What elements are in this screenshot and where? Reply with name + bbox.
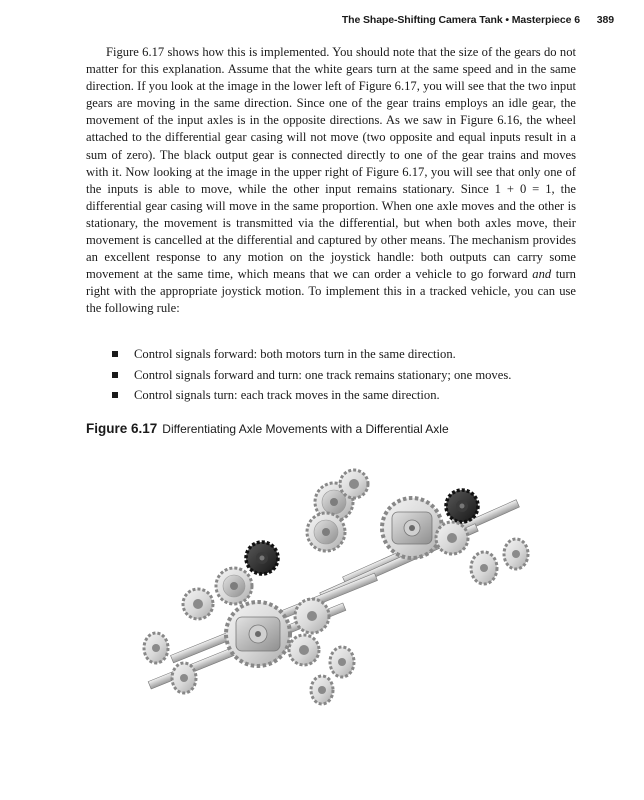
lower-left-assembly xyxy=(144,542,377,704)
idle-gear xyxy=(340,470,368,498)
running-head xyxy=(300,14,614,26)
figure-caption xyxy=(86,421,606,436)
upper-right-assembly xyxy=(307,470,528,600)
input-gear xyxy=(183,589,213,619)
differential-casing xyxy=(226,602,290,666)
input-gear xyxy=(307,513,345,551)
paragraph-end: turn right with the appropriate joystick motion. To implement this in a tracked vehicle, you can use the following rule: xyxy=(86,267,576,316)
end-gear xyxy=(504,539,528,569)
output-gear-black xyxy=(446,490,478,522)
input-gear xyxy=(216,568,252,604)
end-gear xyxy=(330,647,354,677)
paragraph-emphasis: and xyxy=(532,267,552,282)
figure-illustration xyxy=(86,446,556,736)
end-gear xyxy=(471,552,497,584)
list-item xyxy=(110,344,580,365)
bullet-text: Control signals forward and turn: one track remains stationary; one moves. xyxy=(134,367,512,382)
list-item xyxy=(110,385,580,406)
figure-number: Figure 6.17 xyxy=(86,421,158,436)
running-title: The Shape-Shifting Camera Tank • Masterpiece 6 xyxy=(341,14,580,26)
gear-assembly-illustration xyxy=(86,446,556,736)
bullet-list xyxy=(110,344,580,406)
bullet-square-icon xyxy=(112,351,118,357)
differential-casing xyxy=(382,498,442,558)
output-gear xyxy=(436,522,468,554)
bullet-square-icon xyxy=(112,372,118,378)
output-gear xyxy=(295,599,329,633)
end-gear xyxy=(172,663,196,693)
bullet-text: Control signals forward: both motors turn in the same direction. xyxy=(134,347,456,361)
page-number: 389 xyxy=(596,14,614,26)
input-gear-black xyxy=(246,542,278,574)
paragraph-main: Figure 6.17 shows how this is implemented. You should note that the size of the gears do not matter for this explanation. Assume that the white gears turn at the same speed and in the same direction. If you look at the image in the lower left of Figure 6.17, you will see that the two input gears are moving in the same direction. Since one of the gear trains employs an idle gear, the movement of the input axles is in the opposite directions. As we saw in Figure 6.16, the wheel attached to the differential gear casing will not move (two opposite and equal inputs result in a sum of zero). The black output gear is connected directly to one of the gear trains and moves with it. Now looking at the image in the upper right of Figure 6.17, you will see that only one of the inputs is able to move, while the other input remains stationary. Since 1 + 0 = 1, the differential gear casing will move in the same proportion. When one axle moves and the other is stationary, the movement is transmitted via the differential, but when both axles move, their movement is cancelled at the differential and captured by other means. The mechanism provides an excellent response to any motion on the joystick handle: both outputs can carry some movement at the same time, which means that we can order a vehicle to go forward xyxy=(86,45,576,282)
body-paragraph xyxy=(86,44,576,318)
bullet-square-icon xyxy=(112,392,118,398)
figure-caption-text: Differentiating Axle Movements with a Differential Axle xyxy=(162,422,449,436)
bullet-text: Control signals turn: each track moves in the same direction. xyxy=(134,388,440,402)
end-gear xyxy=(144,633,168,663)
end-gear xyxy=(311,676,333,704)
list-item xyxy=(110,365,580,386)
output-gear xyxy=(289,635,319,665)
